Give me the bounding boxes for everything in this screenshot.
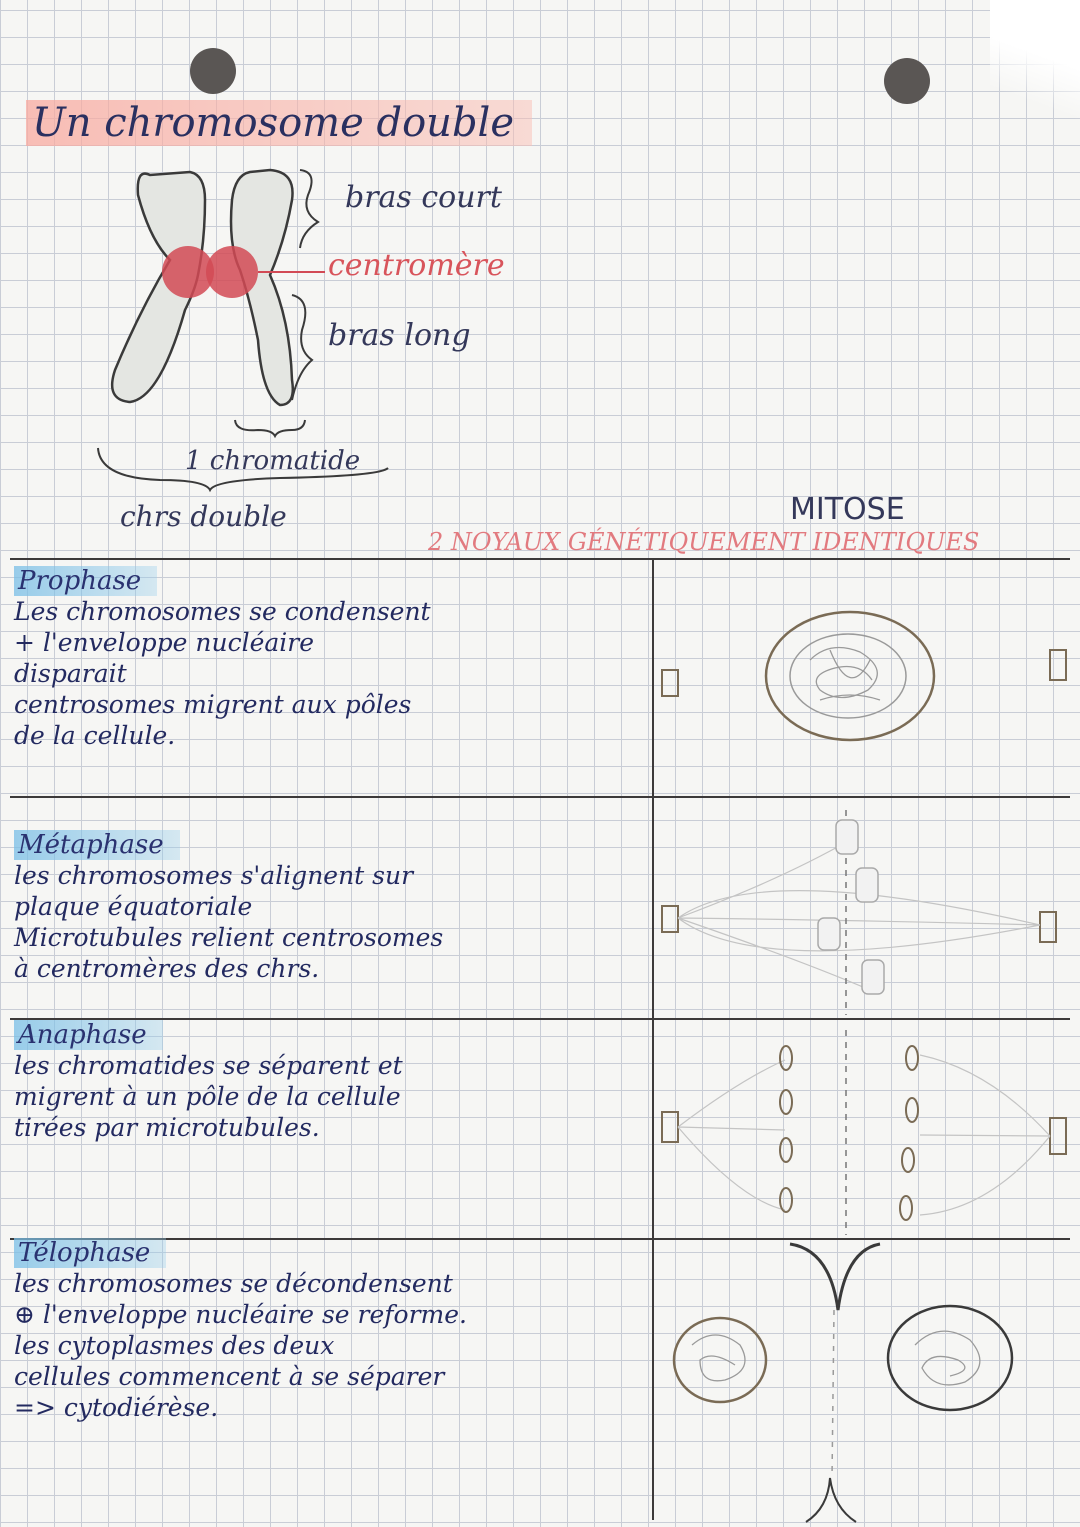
decondensed-chromatin <box>915 1331 980 1385</box>
metaphase-cell-drawing <box>662 810 1056 1015</box>
chromatid <box>902 1148 914 1172</box>
label-long-arm: bras long <box>328 318 471 353</box>
cell-membrane <box>766 612 934 740</box>
chromosome <box>862 960 884 994</box>
centrosome-left <box>662 1112 678 1142</box>
phase-line: plaque équatoriale <box>14 892 253 921</box>
phase-line: Les chromosomes se condensent <box>14 597 431 626</box>
mitose-title: MITOSE <box>790 492 905 527</box>
phase-line: => cytodiérèse. <box>14 1393 219 1422</box>
phase-line: ⊕ l'enveloppe nucléaire se reforme. <box>14 1300 467 1329</box>
decondensed-chromatin <box>692 1335 745 1381</box>
phase-line: centrosomes migrent aux pôles <box>14 690 412 719</box>
chromatid <box>780 1046 792 1070</box>
label-double-chromosome: chrs double <box>120 500 287 533</box>
phase-line: cellules commencent à se séparer <box>14 1362 445 1391</box>
phase-line: les cytoplasmes des deux <box>14 1331 335 1360</box>
chromatid <box>780 1090 792 1114</box>
phase-line: disparait <box>14 659 127 688</box>
phase-name: Métaphase <box>14 830 180 860</box>
chromosome <box>818 918 840 950</box>
chromatid <box>906 1098 918 1122</box>
phase-name: Prophase <box>14 566 157 596</box>
phase-line: tirées par microtubules. <box>14 1113 320 1142</box>
phase-line: les chromosomes s'alignent sur <box>14 861 414 890</box>
spindle-fibers <box>678 840 1040 990</box>
label-short-arm: bras court <box>345 180 502 215</box>
phase-line: de la cellule. <box>14 721 176 750</box>
prophase-cell-drawing <box>662 612 1066 740</box>
chromatid <box>906 1046 918 1070</box>
phase-name: Anaphase <box>14 1020 163 1050</box>
centrosome-left <box>662 906 678 932</box>
chromatid <box>780 1188 792 1212</box>
label-chromatid: 1 chromatide <box>185 446 361 476</box>
telophase-cell-drawing <box>674 1244 1012 1522</box>
phase-line: Microtubules relient centrosomes <box>14 923 444 952</box>
centrosome-right <box>1050 1118 1066 1154</box>
phase-name: Télophase <box>14 1238 166 1268</box>
phase-line: + l'enveloppe nucléaire <box>14 628 315 657</box>
cleavage-furrow-top <box>790 1244 880 1310</box>
condensed-chromosomes <box>810 648 880 701</box>
daughter-nucleus-left <box>674 1318 766 1402</box>
page-title: Un chromosome double <box>26 100 532 146</box>
chromatid <box>780 1138 792 1162</box>
centrosome-right <box>1050 650 1066 680</box>
phase-line: les chromatides se séparent et <box>14 1051 403 1080</box>
chromosome <box>856 868 878 902</box>
phase-line: migrent à un pôle de la cellule <box>14 1082 401 1111</box>
mitose-subtitle: 2 NOYAUX GÉNÉTIQUEMENT IDENTIQUES <box>428 528 980 556</box>
centrosome-right <box>1040 912 1056 942</box>
division-line <box>832 1310 834 1478</box>
spindle-fibers <box>678 1055 1050 1215</box>
chromatid <box>900 1196 912 1220</box>
anaphase-cell-drawing <box>662 1030 1066 1235</box>
label-centromere: centromère <box>328 248 505 283</box>
phase-line: les chromosomes se décondensent <box>14 1269 453 1298</box>
centrosome-left <box>662 670 678 696</box>
cleavage-furrow-bottom <box>806 1478 856 1522</box>
phase-line: à centromères des chrs. <box>14 954 320 983</box>
nuclear-envelope <box>790 634 906 718</box>
chromosome <box>836 820 858 854</box>
